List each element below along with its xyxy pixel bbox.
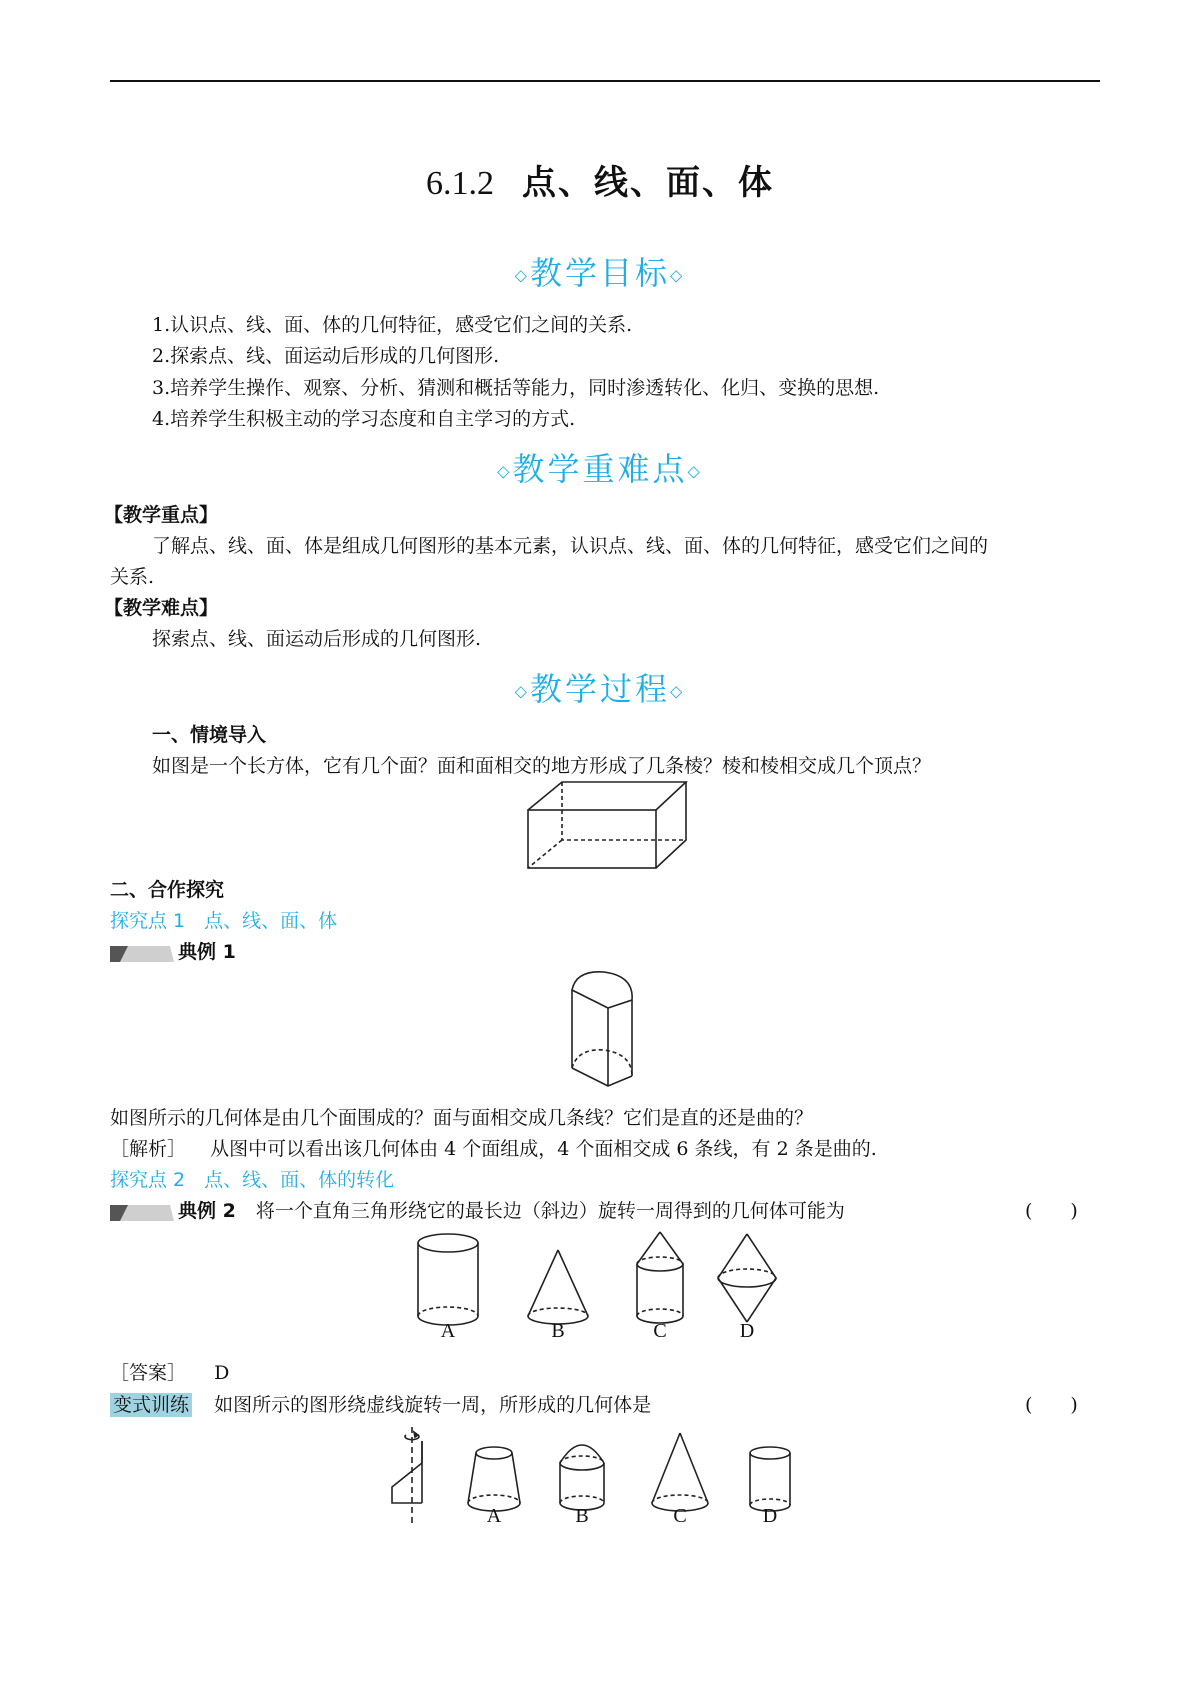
part2-heading: 二、合作探究 bbox=[110, 879, 225, 901]
key-text-1: 了解点、线、面、体是组成几何图形的基本元素，认识点、线、面、体的几何特征，感受它们之间的 bbox=[152, 535, 989, 557]
half-cylinder-figure bbox=[568, 968, 644, 1098]
diamond-icon: ◇ bbox=[670, 265, 686, 285]
option-d-double-cone bbox=[718, 1234, 776, 1322]
difficult-label: 【教学难点】 bbox=[104, 597, 219, 619]
goal-3: 3.培养学生操作、观察、分析、猜测和概括等能力，同时渗透转化、化归、变换的思想. bbox=[152, 377, 880, 399]
source-shape bbox=[392, 1427, 422, 1523]
diamond-icon: ◇ bbox=[687, 461, 703, 481]
section-key-title: 教学重难点 bbox=[512, 450, 688, 488]
option-a-label: A bbox=[440, 1320, 456, 1342]
variant-c-cone bbox=[652, 1433, 708, 1511]
key-text-2: 关系. bbox=[110, 566, 155, 588]
part1-heading: 一、情境导入 bbox=[152, 724, 267, 746]
answer-label: ［答案］ bbox=[110, 1362, 187, 1384]
example1-row bbox=[110, 937, 236, 964]
analysis-text: 从图中可以看出该几何体由 4 个面组成，4 个面相交成 6 条线，有 2 条是曲的. bbox=[210, 1138, 877, 1160]
header-rule bbox=[110, 80, 1100, 82]
page-title bbox=[0, 155, 1200, 204]
cuboid-right-edges bbox=[656, 782, 686, 868]
diamond-icon: ◇ bbox=[497, 461, 513, 481]
variant-answer-blank: ( ) bbox=[1025, 1394, 1078, 1416]
goal-1: 1.认识点、线、面、体的几何特征，感受它们之间的关系. bbox=[152, 314, 633, 336]
diamond-icon: ◇ bbox=[514, 265, 530, 285]
variant-b-cone-cylinder bbox=[560, 1445, 604, 1510]
answer-row bbox=[110, 1358, 229, 1385]
bottom-edges bbox=[572, 1068, 632, 1086]
variant-text: 如图所示的图形绕虚线旋转一周，所形成的几何体是 bbox=[214, 1394, 652, 1416]
option-d-label: D bbox=[739, 1320, 755, 1342]
section-goals bbox=[0, 248, 1200, 294]
example2-row bbox=[110, 1196, 845, 1223]
example2-text: 将一个直角三角形绕它的最长边（斜边）旋转一周得到的几何体可能为 bbox=[255, 1200, 845, 1222]
option-c-cone-cylinder bbox=[637, 1232, 683, 1323]
diamond-icon: ◇ bbox=[670, 681, 686, 701]
section-process-title: 教学过程 bbox=[529, 670, 670, 708]
cuboid-front-face bbox=[528, 810, 656, 868]
example2-answer-blank: ( ) bbox=[1025, 1200, 1078, 1222]
cuboid-hidden-edge bbox=[528, 840, 562, 868]
variant-row bbox=[110, 1390, 651, 1417]
analysis-row bbox=[110, 1134, 877, 1161]
option-b-cone bbox=[528, 1250, 588, 1324]
option-b-label: B bbox=[551, 1320, 565, 1342]
option-a-cylinder bbox=[418, 1234, 478, 1325]
variant-a-label: A bbox=[486, 1505, 502, 1527]
example-banner-icon bbox=[110, 944, 174, 962]
variant-c-label: C bbox=[673, 1505, 687, 1527]
example2-label: 典例 2 bbox=[178, 1200, 236, 1222]
section-process bbox=[0, 664, 1200, 710]
cuboid-top-edges bbox=[528, 782, 686, 810]
answer-value: D bbox=[214, 1362, 230, 1384]
cuboid-figure bbox=[520, 778, 690, 874]
variant-label: 变式训练 bbox=[110, 1393, 192, 1417]
variant-d-cylinder bbox=[750, 1447, 790, 1511]
top-face bbox=[572, 972, 632, 1008]
example1-question: 如图所示的几何体是由几个面围成的？面与面相交成几条线？它们是直的还是曲的？ bbox=[110, 1107, 814, 1129]
variant-b-label: B bbox=[575, 1505, 589, 1527]
goal-4: 4.培养学生积极主动的学习态度和自主学习的方式. bbox=[152, 408, 576, 430]
option-c-label: C bbox=[653, 1320, 667, 1342]
title-text: 点、线、面、体 bbox=[522, 163, 774, 203]
section-goals-title: 教学目标 bbox=[529, 254, 670, 292]
point1-heading: 探究点 1 点、线、面、体 bbox=[110, 910, 338, 932]
example1-label: 典例 1 bbox=[178, 941, 236, 963]
example-banner-icon bbox=[110, 1203, 174, 1221]
difficult-text: 探索点、线、面运动后形成的几何图形. bbox=[152, 628, 482, 650]
diamond-icon: ◇ bbox=[514, 681, 530, 701]
section-key-points bbox=[0, 444, 1200, 490]
title-number: 6.1.2 bbox=[426, 165, 494, 202]
variant-d-label: D bbox=[762, 1505, 778, 1527]
point2-heading: 探究点 2 点、线、面、体的转化 bbox=[110, 1169, 395, 1191]
analysis-label: ［解析］ bbox=[110, 1138, 187, 1160]
cuboid-hidden-edges bbox=[562, 782, 686, 840]
variant-a-frustum bbox=[468, 1447, 520, 1511]
key-label: 【教学重点】 bbox=[104, 504, 219, 526]
part1-text: 如图是一个长方体，它有几个面？面和面相交的地方形成了几条棱？棱和棱相交成几个顶点？ bbox=[152, 755, 932, 777]
goal-2: 2.探索点、线、面运动后形成的几何图形. bbox=[152, 345, 500, 367]
